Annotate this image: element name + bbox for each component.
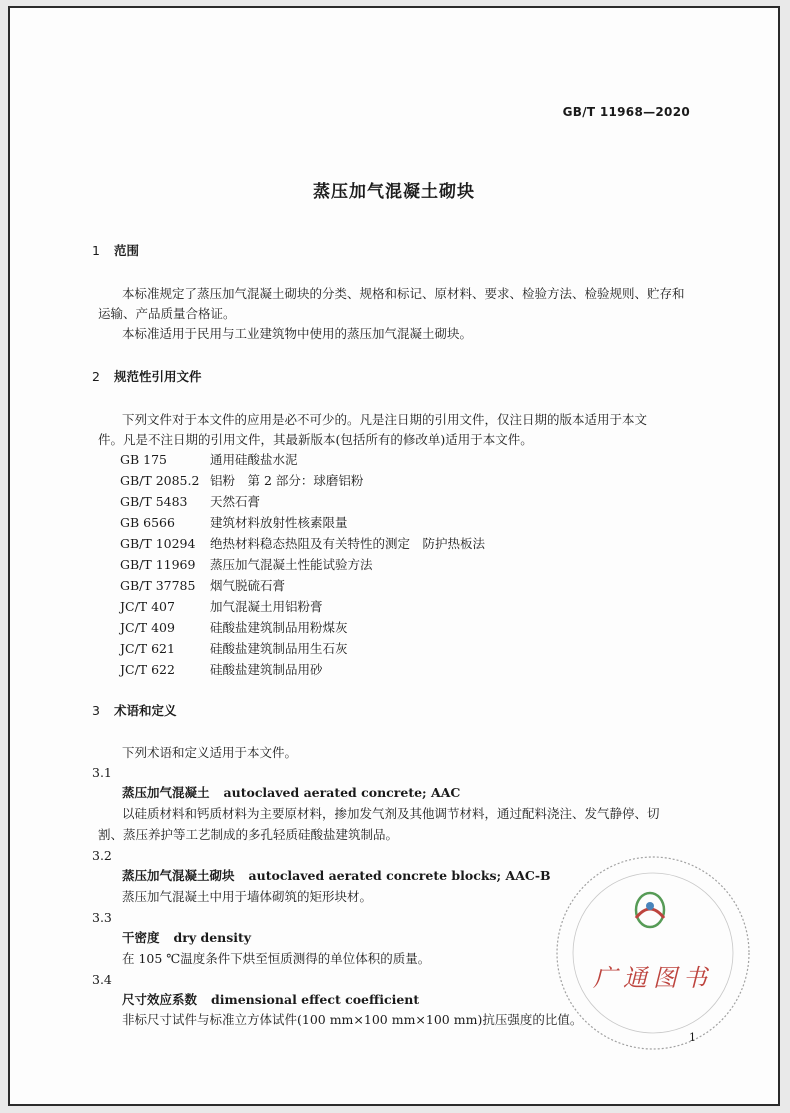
reference-name: 加气混凝土用铝粉膏	[210, 599, 323, 614]
reference-code: JC/T 409	[120, 620, 175, 635]
term-en: autoclaved aerated concrete blocks; AAC-B	[248, 868, 551, 883]
reference-code: JC/T 621	[120, 641, 175, 656]
reference-code: GB/T 37785	[120, 578, 196, 593]
term-en: dry density	[173, 930, 252, 945]
term-number: 3.4	[92, 972, 112, 987]
section-number: 3	[92, 703, 100, 718]
paragraph-line: 下列术语和定义适用于本文件。	[122, 745, 298, 760]
reference-item	[120, 515, 348, 531]
term-definition: 在 105 ℃温度条件下烘至恒质测得的单位体积的质量。	[122, 951, 431, 966]
term-zh: 蒸压加气混凝土	[122, 785, 210, 800]
reference-code: GB 175	[120, 452, 168, 467]
term-definition: 蒸压加气混凝土中用于墙体砌筑的矩形块材。	[122, 889, 373, 904]
reference-item	[120, 494, 260, 510]
term-number: 3.2	[92, 848, 112, 863]
reference-name: 铝粉 第 2 部分：球磨铝粉	[210, 473, 364, 488]
term-heading	[122, 868, 551, 884]
paragraph-line: 下列文件对于本文件的应用是必不可少的。凡是注日期的引用文件，仅注日期的版本适用于本文	[122, 412, 648, 427]
paragraph-line: 本标准适用于民用与工业建筑物中使用的蒸压加气混凝土砌块。	[122, 326, 473, 341]
section-title: 范围	[114, 243, 140, 258]
reference-name: 通用硅酸盐水泥	[210, 452, 298, 467]
section-title: 术语和定义	[114, 703, 177, 718]
reference-name: 蒸压加气混凝土性能试验方法	[210, 557, 373, 572]
document-title: 蒸压加气混凝土砌块	[313, 182, 475, 202]
reference-item	[120, 473, 363, 489]
reference-name: 绝热材料稳态热阻及有关特性的测定 防护热板法	[210, 536, 486, 551]
reference-name: 烟气脱硫石膏	[210, 578, 286, 593]
reference-name: 天然石膏	[210, 494, 261, 509]
term-number: 3.3	[92, 910, 112, 925]
term-zh: 尺寸效应系数	[122, 992, 198, 1007]
term-zh: 干密度	[122, 930, 160, 945]
stamp-ring	[557, 857, 749, 1049]
term-definition: 以硅质材料和钙质材料为主要原材料，掺加发气剂及其他调节材料，通过配料浇注、发气静停、切	[122, 806, 660, 821]
reference-item	[120, 536, 485, 552]
stamp-inner-ring	[573, 873, 733, 1033]
reference-item	[120, 557, 373, 573]
reference-name: 硅酸盐建筑制品用生石灰	[210, 641, 348, 656]
reference-code: GB 6566	[120, 515, 175, 530]
reference-code: JC/T 622	[120, 662, 175, 677]
section-title: 规范性引用文件	[114, 369, 202, 384]
term-definition: 割、蒸压养护等工艺制成的多孔轻质硅酸盐建筑制品。	[98, 827, 399, 842]
reference-code: GB/T 5483	[120, 494, 188, 509]
reference-item	[120, 662, 323, 678]
reference-code: GB/T 11969	[120, 557, 196, 572]
stamp-logo-icon	[636, 893, 664, 927]
reference-name: 建筑材料放射性核素限量	[210, 515, 348, 530]
reference-item	[120, 599, 323, 615]
reference-item	[120, 452, 298, 468]
term-en: autoclaved aerated concrete; AAC	[223, 785, 461, 800]
section-2-heading	[92, 369, 202, 385]
standard-number: GB/T 11968—2020	[562, 105, 690, 119]
reference-code: GB/T 10294	[120, 536, 196, 551]
reference-item	[120, 578, 285, 594]
term-zh: 蒸压加气混凝土砌块	[122, 868, 235, 883]
section-1-heading	[92, 243, 139, 259]
term-definition: 非标尺寸试件与标准立方体试件(100 mm×100 mm×100 mm)抗压强度的比值。	[122, 1012, 583, 1027]
section-number: 1	[92, 243, 100, 258]
term-heading	[122, 785, 460, 801]
section-3-heading	[92, 703, 177, 719]
reference-name: 硅酸盐建筑制品用砂	[210, 662, 323, 677]
page-number: 1	[689, 1031, 696, 1044]
section-number: 2	[92, 369, 100, 384]
term-heading	[122, 930, 251, 946]
reference-name: 硅酸盐建筑制品用粉煤灰	[210, 620, 348, 635]
paragraph-line: 件。凡是不注日期的引用文件，其最新版本(包括所有的修改单)适用于本文件。	[98, 432, 533, 447]
reference-code: GB/T 2085.2	[120, 473, 200, 488]
reference-item	[120, 641, 348, 657]
watermark-stamp	[548, 848, 758, 1058]
paragraph-line: 本标准规定了蒸压加气混凝土砌块的分类、规格和标记、原材料、要求、检验方法、检验规则、贮存和	[122, 286, 685, 301]
paragraph-line: 运输、产品质量合格证。	[98, 306, 236, 321]
term-number: 3.1	[92, 765, 112, 780]
reference-item	[120, 620, 348, 636]
reference-code: JC/T 407	[120, 599, 175, 614]
term-heading	[122, 992, 419, 1008]
watermark-text: 广通图书	[593, 964, 713, 992]
term-en: dimensional effect coefficient	[211, 992, 420, 1007]
